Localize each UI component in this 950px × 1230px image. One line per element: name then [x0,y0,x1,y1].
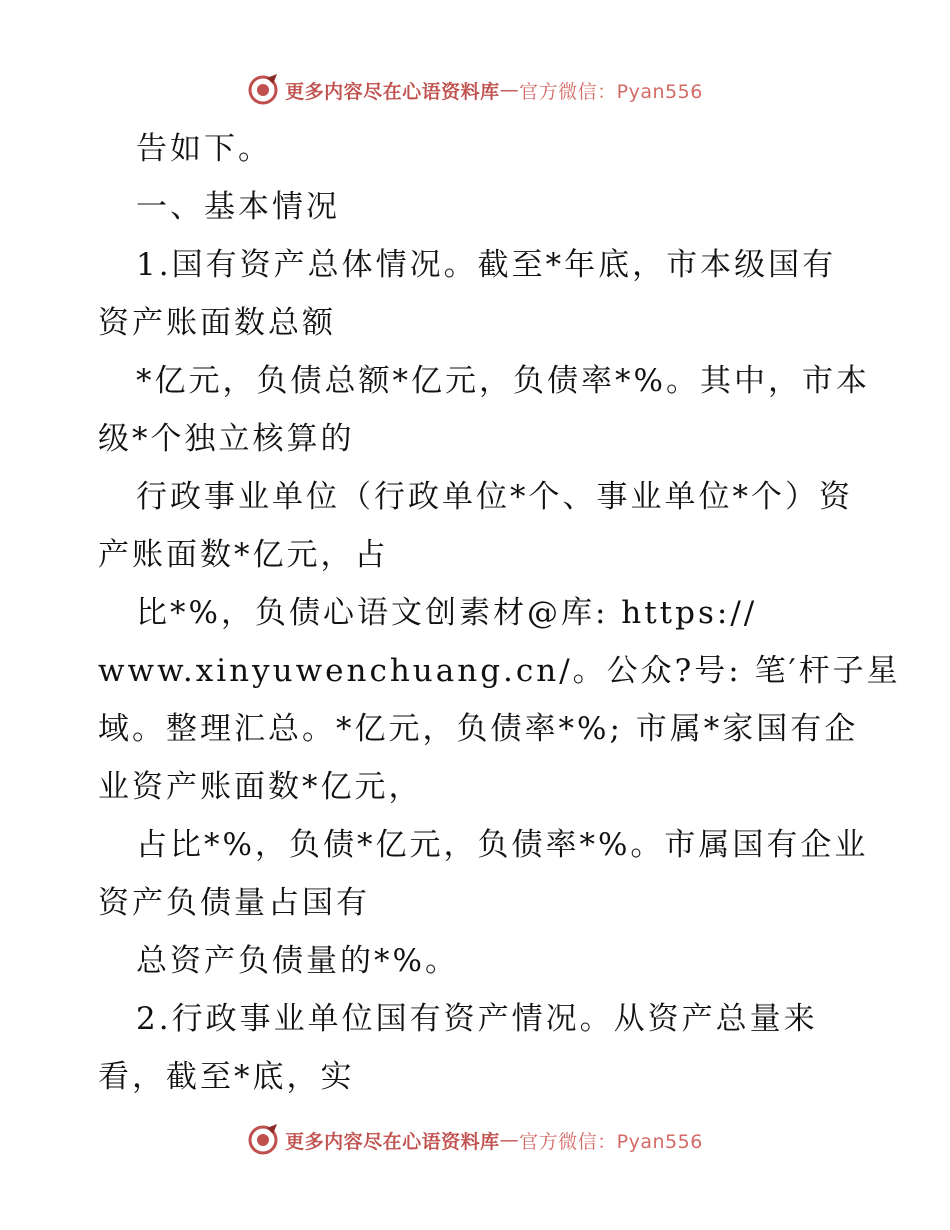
banner-brand-text: 更多内容尽在心语资料库 [285,80,500,103]
text-line: 1.国有资产总体情况。截至*年底，市本级国有 [136,247,837,283]
banner-separator: — [499,1129,520,1151]
text-line: 占比*%，负债*亿元，负债率*%。市属国有企业 [136,827,869,863]
text-line: 资产负债量占国有 [98,885,370,921]
text-line: 告如下。 [136,131,272,167]
brush-logo-icon [247,74,279,106]
section-heading: 一、基本情况 [136,189,340,225]
text-line: 域。整理汇总。*亿元，负债率*%; 市属*家国有企 [98,711,859,747]
text-line: 产账面数*亿元，占 [98,537,389,573]
text-line: 看，截至*底，实 [98,1059,355,1095]
document-body [98,120,901,1106]
brush-logo-icon [247,1124,279,1156]
banner-wechat-text: 官方微信：Pyan556 [519,80,703,103]
text-line: 业资产账面数*亿元， [98,769,423,805]
banner-separator: — [499,79,520,101]
footer-banner [0,1120,950,1160]
text-line: 比*%，负债心语文创素材@库: https:// [136,595,758,631]
banner-wechat-text: 官方微信：Pyan556 [519,1130,703,1153]
text-line: 资产账面数总额 [98,305,336,341]
header-banner [0,70,950,110]
text-line: 2.行政事业单位国有资产情况。从资产总量来 [136,1001,818,1037]
text-line: *亿元，负债总额*亿元，负债率*%。其中，市本 [136,363,870,399]
text-line: 总资产负债量的*%。 [136,943,459,979]
banner-brand-text: 更多内容尽在心语资料库 [285,1130,500,1153]
text-line: www.xinyuwenchuang.cn/。公众?号: 笔′杆子星 [98,653,901,689]
text-line: 行政事业单位（行政单位*个、事业单位*个）资 [136,479,853,515]
text-line: 级*个独立核算的 [98,421,355,457]
